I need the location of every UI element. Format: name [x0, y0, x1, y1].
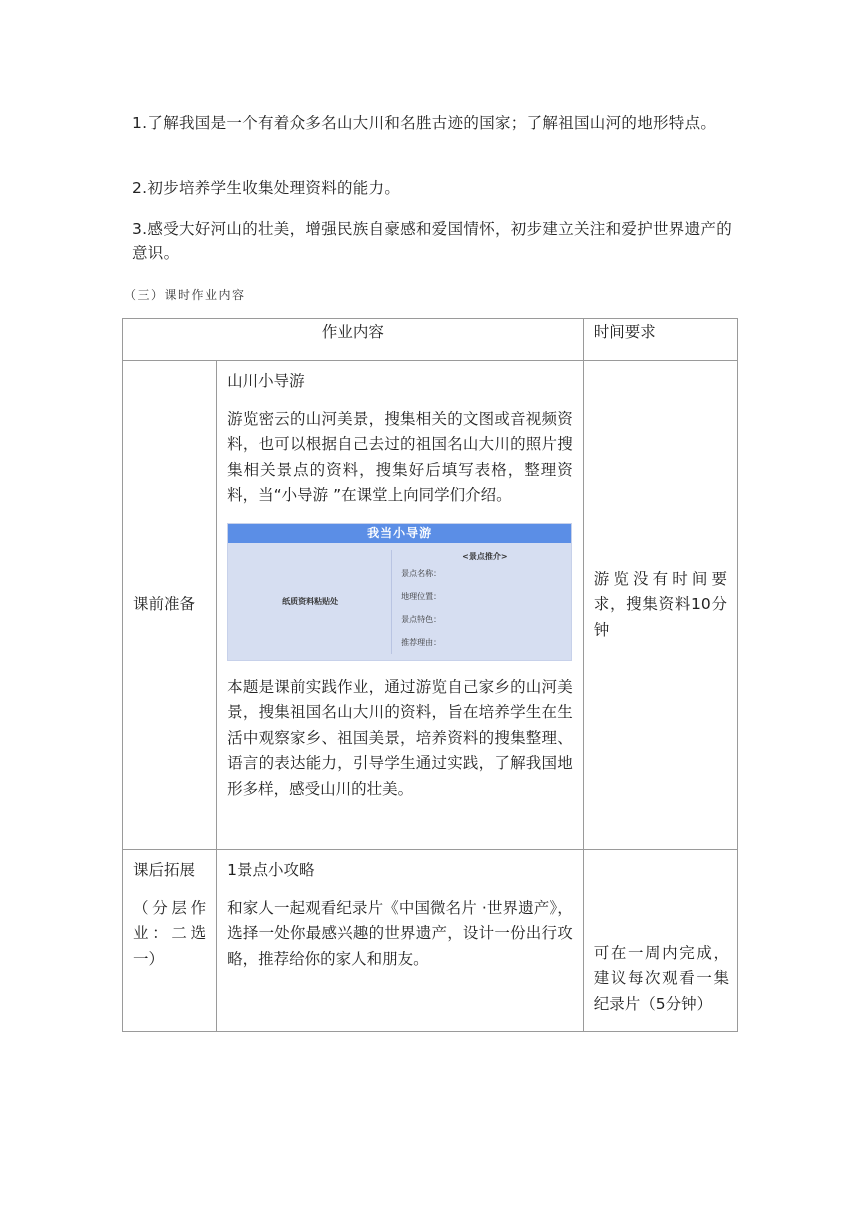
task-body: 和家人一起观看纪录片《中国微名片 ·世界遗产》，选择一处你最感兴趣的世界遗产，设计一份出行攻略，推荐给你的家人和朋友。 [227, 898, 573, 968]
section-heading: （三）课时作业内容 [124, 288, 246, 302]
row-label: 课后拓展 [133, 861, 196, 879]
homework-table [122, 318, 738, 1032]
task-title: 1景点小攻略 [227, 861, 315, 879]
task-title: 山川小导游 [227, 372, 305, 390]
template-subtitle: <景点推介> [462, 551, 508, 561]
header-time: 时间要求 [583, 319, 737, 361]
objective-2: 2.初步培养学生收集处理资料的能力。 [132, 179, 401, 197]
row-content-extend [217, 850, 584, 1032]
template-divider [391, 550, 392, 654]
row-label-extend [123, 850, 217, 1032]
table-row [123, 850, 738, 1032]
objective-1: 1.了解我国是一个有着众多名山大川和名胜古迹的国家；了解祖国山河的地形特点。 [132, 114, 717, 132]
row-label-prep: 课前准备 [123, 361, 217, 850]
objective-3: 3.感受大好河山的壮美，增强民族自豪感和爱国情怀，初步建立关注和爱护世界遗产的意识。 [132, 220, 732, 262]
row-time-prep: 游览没有时间要求，搜集资料10分钟 [583, 361, 737, 850]
template-paste-area: 纸质资料粘贴处 [282, 596, 339, 606]
row-content-prep [217, 361, 584, 850]
template-field: 推荐理由： [401, 637, 442, 647]
template-field: 地理位置： [401, 591, 442, 601]
header-content: 作业内容 [123, 319, 584, 361]
template-field: 景点名称： [401, 568, 442, 578]
row-sublabel: （分层作业：二选一） [133, 898, 207, 968]
row-time-extend: 可在一周内完成，建议每次观看一集纪录片（5分钟） [583, 850, 737, 1032]
task-note: 本题是课前实践作业，通过游览自己家乡的山河美景，搜集祖国名山大川的资料，旨在培养学生在生活中观察家乡、祖国美景，培养资料的搜集整理、语言的表达能力，引导学生通过实践，了解我国地形多样，感受山川的壮美。 [227, 677, 573, 798]
template-field: 景点特色： [401, 614, 442, 624]
table-row [123, 361, 738, 850]
table-header-row [123, 319, 738, 361]
task-body: 游览密云的山河美景，搜集相关的文图或音视频资料，也可以根据自己去过的祖国名山大川的照片搜集相关景点的资料，搜集好后填写表格，整理资料，当“小导游 ”在课堂上向同学们介绍。 [227, 409, 573, 504]
template-title: 我当小导游 [228, 524, 571, 543]
guide-template-image [227, 523, 572, 661]
